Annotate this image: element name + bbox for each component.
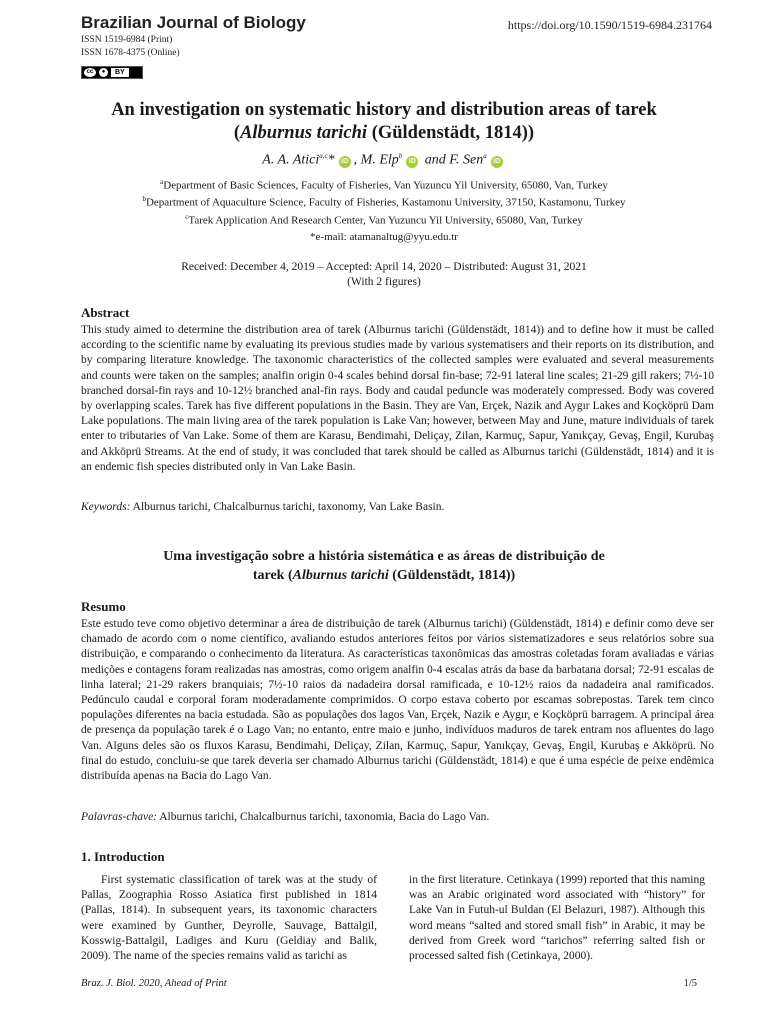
person-icon: ● xyxy=(99,68,108,77)
cc-by-label: BY xyxy=(111,68,129,77)
author-elp[interactable]: M. Elp xyxy=(360,152,399,168)
page-number: 1/5 xyxy=(683,978,697,989)
figure-count: (With 2 figures) xyxy=(347,276,421,288)
journal-name: Brazilian Journal of Biology xyxy=(81,13,306,32)
pt-title-line1: Uma investigação sobre a história sistemática e as áreas de distribuição de xyxy=(163,549,605,564)
resumo-heading: Resumo xyxy=(81,599,126,614)
author-list: A. A. Atici$^{a,c}$* iD , M. Elp$^b$iD and F. Sen$^a$iD xyxy=(60,152,708,169)
pt-title-line2: tarek (Alburnus tarichi (Güldenstädt, 1814)) xyxy=(252,568,516,583)
received-dates: Received: December 4, 2019 – Accepted: April 14, 2020 – Distributed: August 31, 2021 xyxy=(181,261,587,273)
introduction-heading: 1. Introduction xyxy=(81,849,165,864)
article-title-line1: An investigation on systematic history and distribution areas of tarek xyxy=(111,100,657,120)
intro-column-left: First systematic classification of tarek was at the study of Pallas, Zoographia Rosso Asiatica first published in 1814 (Pallas, 1814). In subsequent years, its taxonomic characters were examined by Gunther, Deyrolle, Sauvage, Battalgil, Kosswig-Battalgil, Ladiges and Kuru (Geldiay and Balik, 2009). The name of the species remains valid as tarichi as xyxy=(81,874,377,963)
orcid-icon[interactable]: iD xyxy=(491,156,503,168)
intro-column-right: in the first literature. Cetinkaya (1999) reported that this naming was an Arabic originated word associated with “history” for Lake Van in Futuh-ul Buldan (El Belazuri, 1987). Although this word means “salted and stored small fish” in Arabic, it may be derived from Greek word “tarichos” referring salted fish or processed salted fish (Cetinkaya, 2000). xyxy=(409,874,705,963)
orcid-icon[interactable]: iD xyxy=(339,156,351,168)
resumo-text: Este estudo teve como objetivo determinar a área de distribuição de tarek (Alburnus tarichi) (Güldenstädt, 1814) e definir como deve ser chamado de acordo com o nome científico, avaliando estudos anteriores feitos por vários sistematizadores e seus relatórios sobre sua distribuição, e comparando o conhecimento da literatura. As características taxonômicas das amostras coletadas foram avaliadas e várias medições e contagens foram realizadas nas amostras, como origem analfin 0-4 escalas atrás da base da barbatana dorsal; 72-91 escalas de linha lateral; 21-29 rakers branquiais; 7½-10 raios da nadadeira dorsal ramificada, e 10-12½ raios da nadadeira anal ramificados. Pedúnculo caudal e corporal foram moderadamente comprimidos. O corpo estava coberto por escamas sobrepostas. Tarek tem cinco populações diferentes na bacia estudada. São as populações dos lagos Van, Erçek, Nazik e Aygır, e Koçköprü barragem. A principal área de presença da população tarek é o Lago Van; no entanto, entre maio e junho, indivíduos maduros de tarek entram nos afluentes do lago Van. Alguns deles são os fluxos Karasu, Bendimahi, Deliçay, Zilan, Karmuç, Sapur, Yanıkçay, Gevaş, Engil, Kurubaş e Akköprü. No final do estudo, concluiu-se que tarek deveria ser chamado Alburnus tarichi (Güldenstädt, 1814) e que é uma espécie de peixe endêmica distribuída apenas na Bacia do Lago Van. xyxy=(81,618,714,783)
author-atici[interactable]: A. A. Atici xyxy=(262,152,320,168)
affiliation-a: $^a$Department of Basic Sciences, Faculty of Fisheries, Van Yuzuncu Yil University, 65080, Van, Turkey xyxy=(160,178,608,192)
abstract-heading: Abstract xyxy=(81,305,130,320)
affiliation-b: $^b$Department of Aquaculture Science, Faculty of Fisheries, Kastamonu University, 37150, Kastamonu, Turkey xyxy=(142,195,626,209)
doi-link[interactable]: https://doi.org/10.1590/1519-6984.231764 xyxy=(507,18,712,32)
keywords: Keywords: Alburnus tarichi, Chalcalburnus tarichi, taxonomy, Van Lake Basin. xyxy=(81,501,445,513)
issn-print: ISSN 1519-6984 (Print) xyxy=(81,35,173,45)
cc-icon: cc xyxy=(84,68,96,77)
article-title-line2: (Alburnus tarichi (Güldenstädt, 1814)) xyxy=(233,123,535,143)
orcid-icon[interactable]: iD xyxy=(406,156,418,168)
affiliation-c: $^c$Tarek Application And Research Center, Van Yuzuncu Yil University, 65080, Van, Turkey xyxy=(185,213,583,227)
footer-citation: Braz. J. Biol. 2020, Ahead of Print xyxy=(81,978,227,989)
author-sen[interactable]: and F. Sen xyxy=(424,152,484,168)
palavras-chave: Palavras-chave: Alburnus tarichi, Chalcalburnus tarichi, taxonomia, Bacia do Lago Van. xyxy=(81,811,490,823)
abstract-text: This study aimed to determine the distribution area of tarek (Alburnus tarichi (Güldenstädt, 1814)) and to define how it must be called according to the scientific name by evaluating its previous studies made by various systematisers and their reports on its distribution, and by comparing literature knowledge. The taxonomic characteristics of the collected samples were evaluated and several measurements and counts were taken on the samples; analfin origin 0-4 scales behind dorsal fin-base; 72-91 lateral line scales; 21-29 gill rakers; 7½-10 branched dorsal-fin rays and 10-12½ branched anal-fin rays. Body and caudal peduncle was moderately compressed. Body was covered by overlapping scales. Tarek has five different populations in the Basin. They are Van, Erçek, Nazik and Aygır Lakes and Koçköprü Dam Lake populations. The main living area of the tarek population is Lake Van; however, between May and June, mature individuals of tarek enter to tributaries of Van Lake. Some of them are Karasu, Bendimahi, Deliçay, Zilan, Karmuç, Sapur, Yanıkçay, Gevaş, Engil, Kurubaş and Akköprü Streams. At the end of study, it was concluded that tarek should be called as Alburnus tarichi (Güldenstädt, 1814) and it is an endemic fish species distributed only in Van Lake Basin. xyxy=(81,324,714,473)
cc-license-badge[interactable] xyxy=(81,66,143,79)
issn-online: ISSN 1678-4375 (Online) xyxy=(81,48,180,58)
corresponding-email[interactable]: *e-mail: atamanaltug@yyu.edu.tr xyxy=(310,231,458,243)
